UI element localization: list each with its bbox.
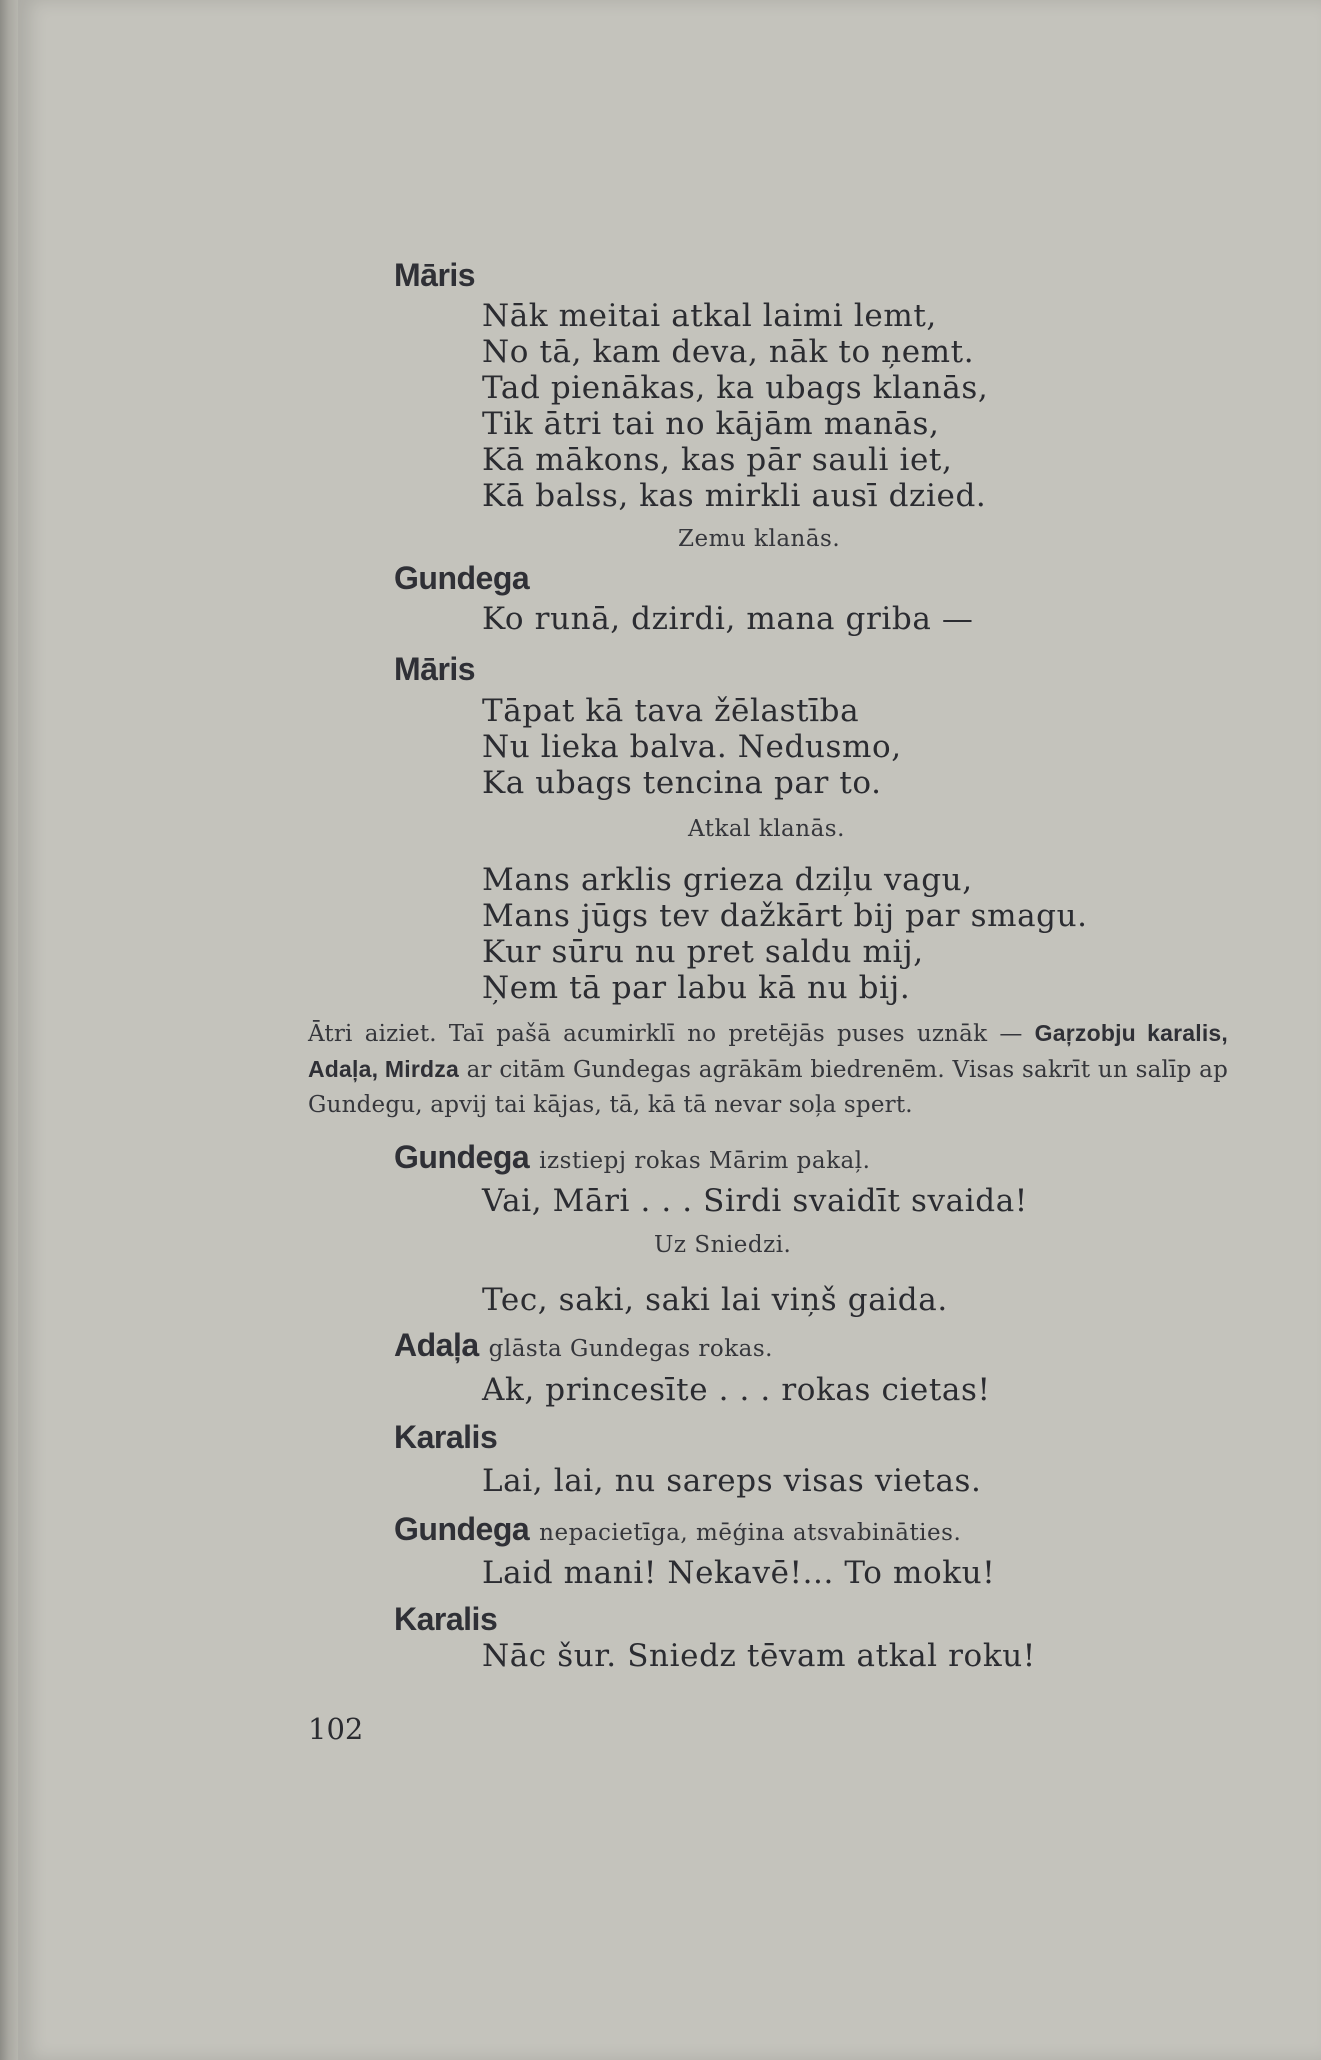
verse-line: Ka ubags tencina par to. [482, 765, 882, 801]
stage-direction: izstiepj rokas Mārim pakaļ. [539, 1148, 871, 1174]
speaker-label: Gundega [394, 1511, 530, 1547]
verse-line: Ak, princesīte . . . rokas cietas! [482, 1372, 991, 1408]
stage-direction: glāsta Gundegas rokas. [488, 1336, 773, 1362]
stage-direction: Atkal klanās. [688, 816, 845, 842]
verse-line: Tec, saki, saki lai viņš gaida. [482, 1282, 948, 1318]
verse-line: Kā mākons, kas pār sauli iet, [482, 442, 953, 478]
verse-line: Tad pienākas, ka ubags klanās, [482, 370, 989, 406]
speaker-name: Karalis [394, 1419, 498, 1455]
verse-line: Kur sūru nu pret saldu mij, [482, 934, 924, 970]
stage-direction: nepacietīga, mēģina atsvabināties. [539, 1520, 962, 1546]
speaker-name: Māris [394, 651, 476, 687]
verse-line: Mans arklis grieza dziļu vagu, [482, 862, 973, 898]
speaker-label: Adaļa [394, 1327, 479, 1363]
paragraph-characters: Gaŗzobju karalis, Adaļa, Mirdza [308, 1020, 1228, 1082]
verse-line: Laid mani! Nekavē!... To moku! [482, 1555, 996, 1591]
speaker-name [394, 1327, 773, 1364]
speaker-name: Karalis [394, 1601, 498, 1637]
verse-line: Nāk meitai atkal laimi lemt, [482, 298, 937, 334]
speaker-name [394, 1511, 961, 1548]
verse-line: Nāc šur. Sniedz tēvam atkal roku! [482, 1638, 1036, 1674]
verse-line: Lai, lai, nu sareps visas vietas. [482, 1463, 982, 1499]
stage-direction: Uz Sniedzi. [654, 1232, 792, 1258]
paragraph-text: ar citām Gundegas agrākām biedrenēm. Visas sakrīt un salīp ap Gundegu, apvij tai kājas, tā, kā tā nevar soļa spert. [308, 1057, 1228, 1118]
verse-line: Ņem tā par labu kā nu bij. [482, 970, 911, 1006]
verse-line: Vai, Māri . . . Sirdi svaidīt svaida! [482, 1183, 1028, 1219]
paragraph-text: Ātri aiziet. Taī pašā acumirklī no pretējās puses uznāk — [308, 1021, 1035, 1047]
speaker-name: Māris [394, 257, 476, 293]
verse-line: Nu lieka balva. Nedusmo, [482, 729, 902, 765]
verse-line: Kā balss, kas mirkli ausī dzied. [482, 478, 987, 514]
page-number: 102 [308, 1712, 364, 1746]
speaker-label: Gundega [394, 1139, 530, 1175]
verse-line: Ko runā, dzirdi, mana griba — [482, 601, 974, 637]
speaker-name [394, 1139, 870, 1176]
verse-line: Mans jūgs tev dažkārt bij par smagu. [482, 898, 1088, 934]
verse-line: Tik ātri tai no kājām manās, [482, 406, 940, 442]
verse-line: Tāpat kā tava žēlastība [482, 693, 860, 729]
stage-direction: Zemu klanās. [678, 526, 841, 552]
speaker-name: Gundega [394, 560, 530, 596]
stage-direction-paragraph [308, 1016, 1228, 1123]
verse-line: No tā, kam deva, nāk to ņemt. [482, 334, 975, 370]
